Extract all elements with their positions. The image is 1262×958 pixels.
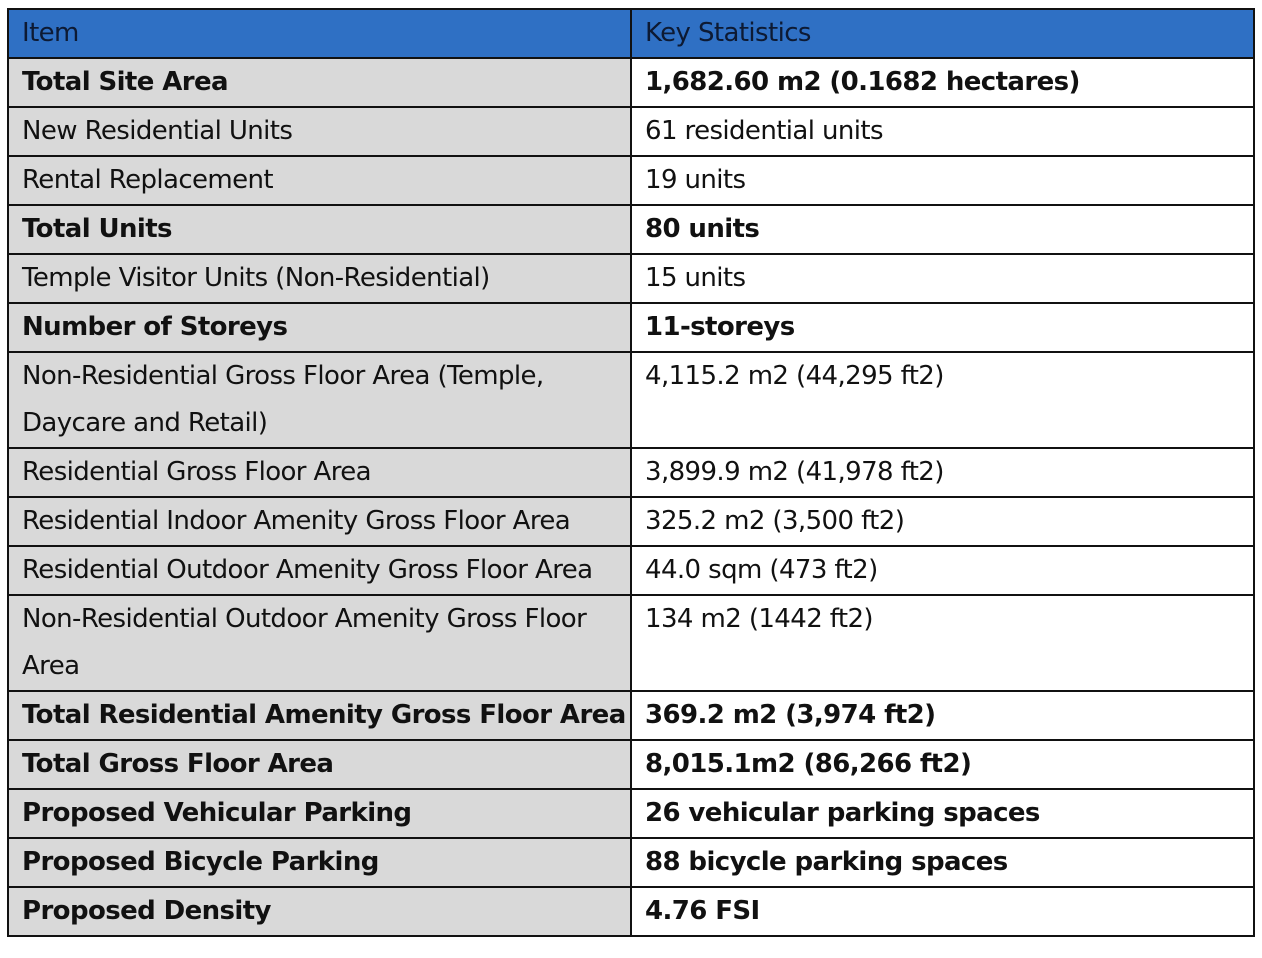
row-item: Total Residential Amenity Gross Floor Area — [8, 691, 631, 740]
row-item: Residential Gross Floor Area — [8, 448, 631, 497]
table-row — [8, 691, 1254, 740]
row-value: 3,899.9 m2 (41,978 ft2) — [631, 448, 1254, 497]
row-item: Residential Indoor Amenity Gross Floor Area — [8, 497, 631, 546]
row-item: New Residential Units — [8, 107, 631, 156]
table-row — [8, 497, 1254, 546]
row-value: 134 m2 (1442 ft2) — [631, 595, 1254, 691]
row-value: 61 residential units — [631, 107, 1254, 156]
table-row — [8, 740, 1254, 789]
row-item: Temple Visitor Units (Non-Residential) — [8, 254, 631, 303]
row-value: 1,682.60 m2 (0.1682 hectares) — [631, 58, 1254, 107]
header-item: Item — [8, 9, 631, 58]
row-item: Non-Residential Gross Floor Area (Temple, Daycare and Retail) — [8, 352, 631, 448]
table-row — [8, 205, 1254, 254]
table-row — [8, 254, 1254, 303]
table-row — [8, 156, 1254, 205]
row-value: 369.2 m2 (3,974 ft2) — [631, 691, 1254, 740]
table-row — [8, 887, 1254, 936]
table-row — [8, 58, 1254, 107]
row-value: 80 units — [631, 205, 1254, 254]
table-row — [8, 448, 1254, 497]
row-item: Total Units — [8, 205, 631, 254]
row-value: 8,015.1m2 (86,266 ft2) — [631, 740, 1254, 789]
row-value: 4,115.2 m2 (44,295 ft2) — [631, 352, 1254, 448]
table-header-row — [8, 9, 1254, 58]
row-value: 26 vehicular parking spaces — [631, 789, 1254, 838]
row-value: 325.2 m2 (3,500 ft2) — [631, 497, 1254, 546]
table-row — [8, 107, 1254, 156]
header-key-statistics: Key Statistics — [631, 9, 1254, 58]
table-row — [8, 303, 1254, 352]
row-value: 88 bicycle parking spaces — [631, 838, 1254, 887]
table-row — [8, 595, 1254, 691]
table-row — [8, 789, 1254, 838]
table-row — [8, 352, 1254, 448]
table-row — [8, 546, 1254, 595]
row-item: Rental Replacement — [8, 156, 631, 205]
row-item: Total Site Area — [8, 58, 631, 107]
row-item: Residential Outdoor Amenity Gross Floor Area — [8, 546, 631, 595]
row-item: Proposed Density — [8, 887, 631, 936]
row-item: Total Gross Floor Area — [8, 740, 631, 789]
row-item: Number of Storeys — [8, 303, 631, 352]
row-value: 4.76 FSI — [631, 887, 1254, 936]
row-item: Proposed Vehicular Parking — [8, 789, 631, 838]
row-value: 19 units — [631, 156, 1254, 205]
row-value: 15 units — [631, 254, 1254, 303]
row-item: Non-Residential Outdoor Amenity Gross Floor Area — [8, 595, 631, 691]
row-value: 11-storeys — [631, 303, 1254, 352]
key-statistics-table — [7, 8, 1255, 937]
row-value: 44.0 sqm (473 ft2) — [631, 546, 1254, 595]
row-item: Proposed Bicycle Parking — [8, 838, 631, 887]
table-row — [8, 838, 1254, 887]
